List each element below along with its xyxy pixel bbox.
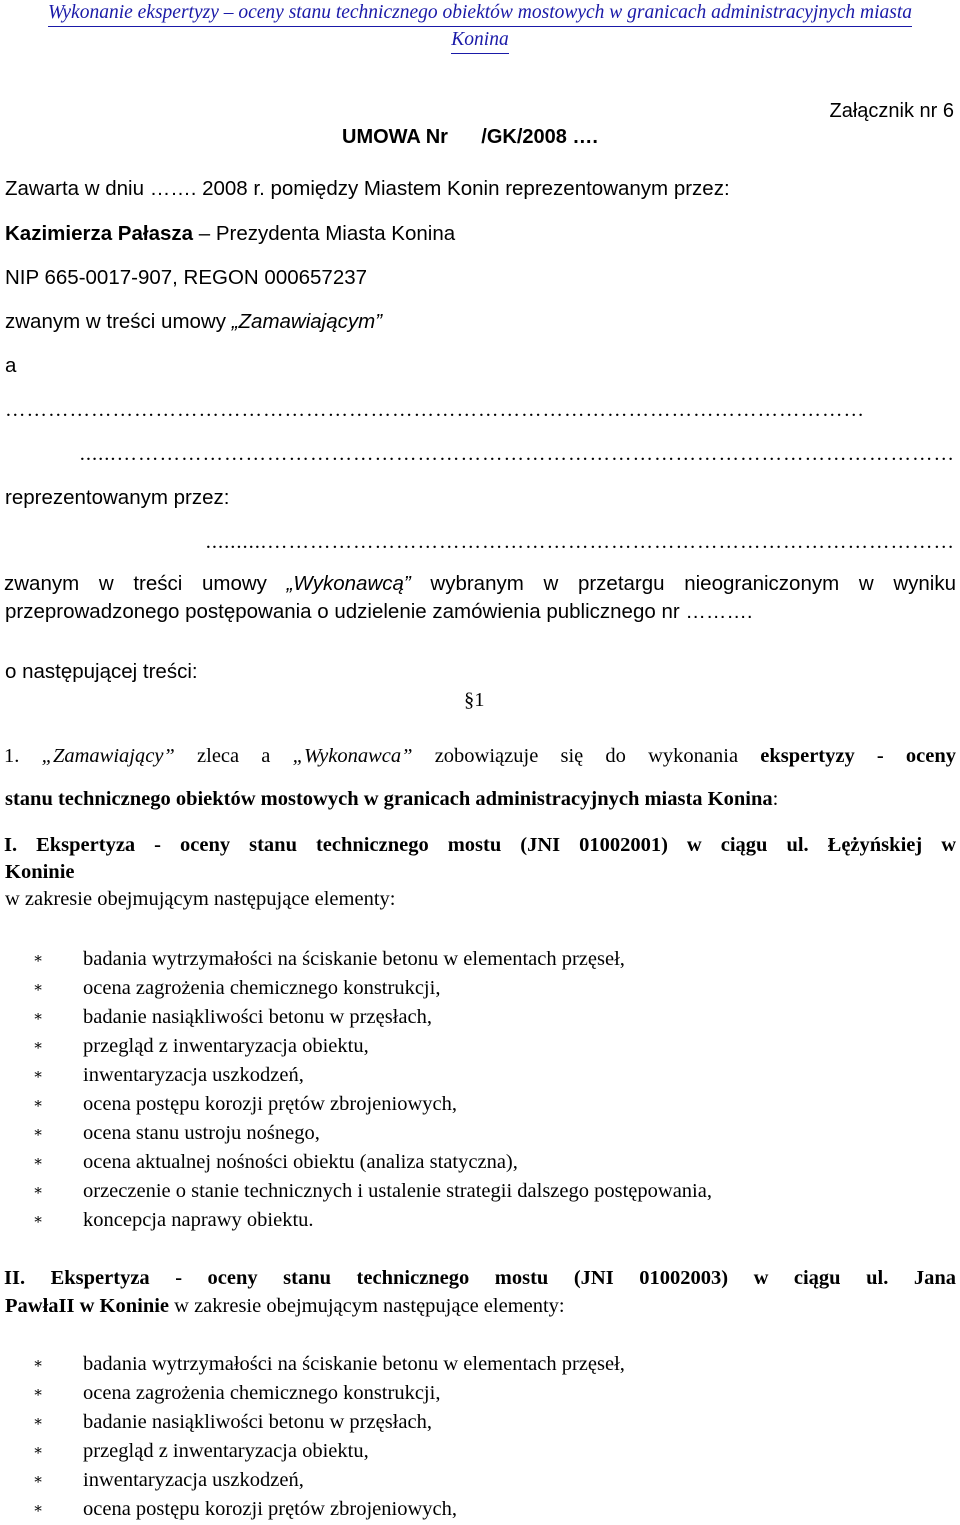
section-2-location: PawłaII w Koninie [5,1295,170,1317]
list-item: ∗ badanie nasiąkliwości betonu w przęsłach, [33,1411,432,1433]
list-item: ∗ inwentaryzacja uszkodzeń, [33,1469,304,1491]
section-1-scope: w zakresie obejmującym następujące elementy: [5,888,396,910]
clause-1-text-b: zobowiązuje się do wykonania [412,745,761,767]
bullet-asterisk-icon: ∗ [33,1038,44,1054]
list-item: ∗ przegląd z inwentaryzacja obiektu, [33,1035,369,1057]
list-item: ∗ koncepcja naprawy obiektu. [33,1209,314,1231]
ordering-party-name: „Zamawiającym” [231,310,383,333]
ordering-party-line [5,309,382,336]
attachment-label: Załącznik nr 6 [829,100,954,122]
bullet-asterisk-icon: ∗ [33,1009,44,1025]
list-item: ∗ badania wytrzymałości na ściskanie betonu w elementach przęseł, [33,1353,625,1375]
clause-1-orderer: „Zamawiający” [41,745,175,767]
bullet-asterisk-icon: ∗ [33,980,44,996]
section-marker: §1 [464,689,485,711]
section-1-list [0,945,712,1235]
representative-line [5,221,455,248]
bullet-asterisk-icon: ∗ [33,1356,44,1372]
list-item: ∗ orzeczenie o stanie technicznych i ustalenie strategii dalszego postępowania, [33,1180,712,1202]
list-item: ∗ badanie nasiąkliwości betonu w przęsłach, [33,1006,432,1028]
bullet-asterisk-icon: ∗ [33,1385,44,1401]
section-2-list [0,1350,625,1524]
following-content-line: o następującej treści: [5,660,198,683]
page-header [0,0,960,54]
clause-1-colon: : [772,788,779,810]
list-item: ∗ przegląd z inwentaryzacja obiektu, [33,1440,369,1462]
bullet-asterisk-icon: ∗ [33,1414,44,1430]
header-line-2: Konina [451,27,508,54]
bullet-asterisk-icon: ∗ [33,1067,44,1083]
clause-1-subject-cont: stanu technicznego obiektów mostowych w granicach administracyjnych miasta Konina [5,788,773,810]
contract-date-line: Zawarta w dniu ……. 2008 r. pomiędzy Miastem Konin reprezentowanym przez: [5,177,730,200]
section-1-heading: I. Ekspertyza - oceny stanu technicznego mostu (JNI 01002001) w ciągu ul. Łężyńskiej w [4,834,956,856]
clause-1-line-1 [4,743,956,770]
bullet-asterisk-icon: ∗ [33,1125,44,1141]
representative-role: – Prezydenta Miasta Konina [193,222,456,245]
represented-by-line: reprezentowanym przez: [5,486,230,509]
section-2-heading: II. Ekspertyza - oceny stanu technicznego mostu (JNI 01002003) w ciągu ul. Jana [4,1267,956,1289]
list-item: ∗ ocena zagrożenia chemicznego konstrukcji, [33,977,441,999]
header-line-1: Wykonanie ekspertyzy – oceny stanu technicznego obiektów mostowych w granicach administracyjnych miasta [48,0,912,27]
list-item: ∗ badania wytrzymałości na ściskanie betonu w elementach przęseł, [33,948,625,970]
contractor-name-placeholder: ………………………………………………………………………………………………………… [5,399,865,421]
contract-title: UMOWA Nr /GK/2008 …. [342,126,598,148]
bullet-asterisk-icon: ∗ [33,1472,44,1488]
bullet-asterisk-icon: ∗ [33,1212,44,1228]
nip-regon-line: NIP 665-0017-907, REGON 000657237 [5,266,368,289]
representative-name: Kazimierza Pałasza [5,222,194,245]
contractor-suffix: wybranym w przetargu nieograniczonym w wyniku [410,572,956,595]
procedure-line: przeprowadzonego postępowania o udzielenie zamówienia publicznego nr ………. [5,600,753,623]
contractor-address-placeholder: ………………………………………………………………………………………………………...... [79,443,955,465]
list-item: ∗ ocena aktualnej nośności obiektu (analiza statyczna), [33,1151,518,1173]
contractor-line [4,571,956,598]
list-item: ∗ ocena stanu ustroju nośnego, [33,1122,320,1144]
clause-1-text-a: zleca a [174,745,293,767]
section-1-heading-cont: Koninie [5,861,75,883]
representative-placeholder: …………………………………………………………………………………….......... [205,531,955,553]
bullet-asterisk-icon: ∗ [33,1443,44,1459]
section-2-heading-cont [5,1293,565,1320]
contractor-prefix: zwanym w treści umowy [4,572,287,595]
contractor-label: „Wykonawcą” [286,572,411,595]
conjunction-a: a [5,354,17,377]
bullet-asterisk-icon: ∗ [33,1096,44,1112]
list-item: ∗ inwentaryzacja uszkodzeń, [33,1064,304,1086]
bullet-asterisk-icon: ∗ [33,1154,44,1170]
list-item: ∗ ocena postępu korozji prętów zbrojeniowych, [33,1498,458,1520]
bullet-asterisk-icon: ∗ [33,1183,44,1199]
clause-1-line-2 [5,786,778,813]
section-2-scope: w zakresie obejmującym następujące elementy: [169,1295,565,1317]
clause-1-number: 1. [4,745,42,767]
ordering-party-prefix: zwanym w treści umowy [5,310,232,333]
clause-1-contractor: „Wykonawca” [292,745,413,767]
bullet-asterisk-icon: ∗ [33,1501,44,1517]
list-item: ∗ ocena zagrożenia chemicznego konstrukcji, [33,1382,441,1404]
list-item: ∗ ocena postępu korozji prętów zbrojeniowych, [33,1093,458,1115]
clause-1-subject: ekspertyzy - oceny [760,745,956,767]
bullet-asterisk-icon: ∗ [33,951,44,967]
